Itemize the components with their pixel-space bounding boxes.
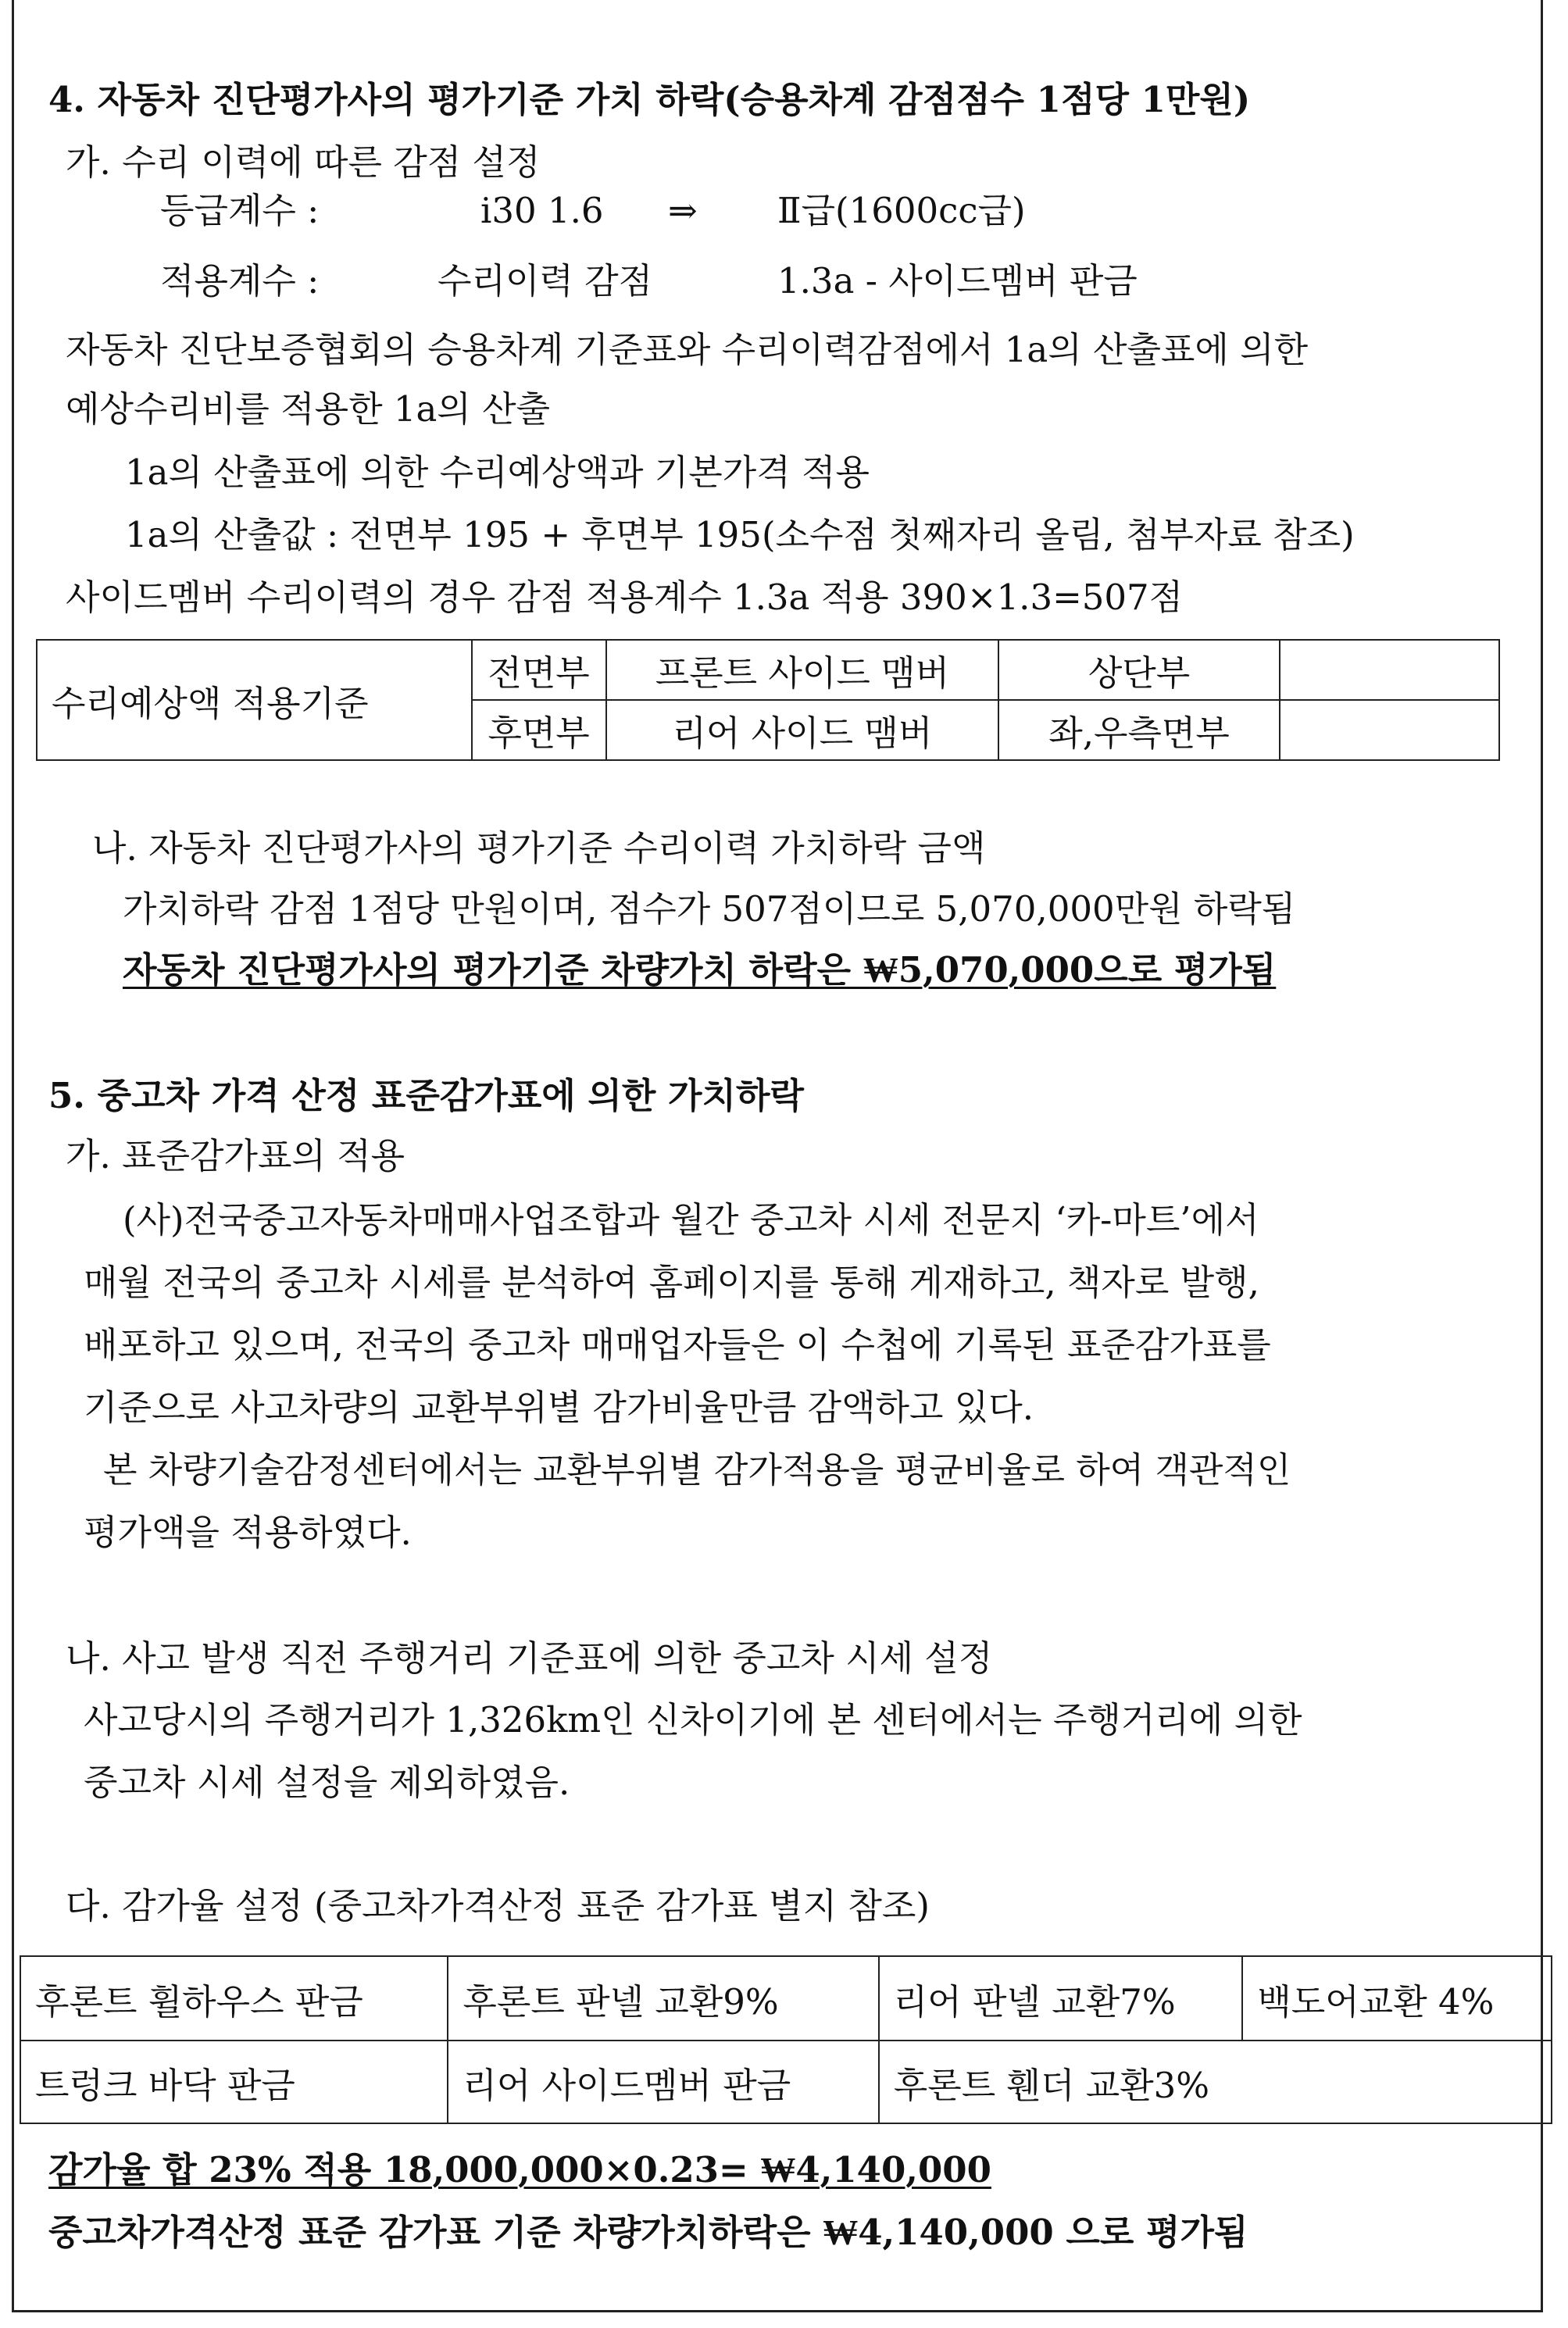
section4-p4: 1a의 산출값 : 전면부 195 + 후면부 195(소수점 첫째자리 올림, 첨부자료 참조) (125, 514, 1355, 555)
section4-sub-a: 가. 수리 이력에 따른 감점 설정 (66, 141, 541, 183)
dep-rear-side-member: 리어 사이드멤버 판금 (448, 2041, 878, 2123)
section5-sub-c: 다. 감가율 설정 (중고차가격산정 표준 감가표 별지 참조) (66, 1885, 930, 1926)
criteria-rear-member: 리어 사이드 맴버 (606, 700, 999, 760)
criteria-row-header: 수리예상액 적용기준 (37, 640, 472, 760)
section4-p1: 자동차 진단보증협회의 승용차계 기준표와 수리이력감점에서 1a의 산출표에 의한 (66, 329, 1309, 370)
section5-sub-a: 가. 표준감가표의 적용 (66, 1135, 405, 1176)
section4-heading: 4. 자동차 진단평가사의 평가기준 가치 하락(승용차계 감점점수 1점당 1만원) (48, 79, 1251, 120)
section5-pa3: 배포하고 있으며, 전국의 중고차 매매업자들은 이 수첩에 기록된 표준감가표를 (84, 1324, 1271, 1366)
apply-mid: 수리이력 감점 (438, 260, 653, 302)
section5-conclusion: 중고차가격산정 표준 감가표 기준 차량가치하락은 ₩4,140,000 으로 평가됨 (48, 2212, 1248, 2253)
dep-trunk-floor: 트렁크 바닥 판금 (20, 2041, 448, 2123)
dep-rear-panel: 리어 판넬 교환7% (879, 1956, 1243, 2041)
section5-sub-b: 나. 사고 발생 직전 주행거리 기준표에 의한 중고차 시세 설정 (66, 1637, 993, 1679)
repair-criteria-table (36, 639, 1500, 761)
grade-label: 등급계수 : (160, 190, 320, 231)
section5-pa1: (사)전국중고자동차매매사업조합과 월간 중고차 시세 전문지 ‘카-마트’에서 (123, 1199, 1259, 1241)
section5-pb1: 사고당시의 주행거리가 1,326km인 신차이기에 본 센터에서는 주행거리에 의한 (84, 1699, 1302, 1741)
grade-arrow: ⇒ (668, 190, 698, 231)
dep-front-wheelhouse: 후론트 휠하우스 판금 (20, 1956, 448, 2041)
section5-heading: 5. 중고차 가격 산정 표준감가표에 의한 가치하락 (48, 1075, 804, 1116)
section4-conclusion: 자동차 진단평가사의 평가기준 차량가치 하락은 ₩5,070,000으로 평가됨 (123, 949, 1277, 991)
section4-p6: 가치하락 감점 1점당 만원이며, 점수가 507점이므로 5,070,000만원 하락됨 (123, 888, 1296, 930)
section5-pa2: 매월 전국의 중고차 시세를 분석하여 홈페이지를 통해 게재하고, 책자로 발행, (84, 1262, 1259, 1303)
criteria-top: 상단부 (998, 640, 1280, 700)
apply-label: 적용계수 : (160, 260, 320, 302)
dep-front-fender: 후론트 휀더 교환3% (879, 2041, 1552, 2123)
criteria-rear: 후면부 (472, 700, 606, 760)
criteria-r1-empty (1280, 640, 1499, 700)
grade-value: i30 1.6 (480, 190, 604, 231)
depreciation-table (20, 1955, 1552, 2124)
section5-pa4: 기준으로 사고차량의 교환부위별 감가비율만큼 감액하고 있다. (84, 1387, 1034, 1428)
section4-p2: 예상수리비를 적용한 1a의 산출 (66, 388, 551, 430)
section5-calc: 감가율 합 23% 적용 18,000,000×0.23= ₩4,140,000 (48, 2149, 991, 2191)
section4-p5: 사이드멤버 수리이력의 경우 감점 적용계수 1.3a 적용 390×1.3=507점 (66, 577, 1184, 618)
section5-pa5: 본 차량기술감정센터에서는 교환부위별 감가적용을 평균비율로 하여 객관적인 (103, 1449, 1291, 1491)
section4-sub-b: 나. 자동차 진단평가사의 평가기준 수리이력 가치하락 금액 (92, 827, 986, 869)
section4-p3: 1a의 산출표에 의한 수리예상액과 기본가격 적용 (125, 452, 870, 493)
section5-pa6: 평가액을 적용하였다. (84, 1512, 412, 1553)
criteria-r2-empty (1280, 700, 1499, 760)
section5-pb2: 중고차 시세 설정을 제외하였음. (84, 1762, 570, 1803)
dep-back-door: 백도어교환 4% (1242, 1956, 1552, 2041)
apply-value: 1.3a - 사이드멤버 판금 (777, 260, 1138, 302)
criteria-sides: 좌,우측면부 (998, 700, 1280, 760)
grade-result: Ⅱ급(1600cc급) (777, 190, 1026, 231)
criteria-front: 전면부 (472, 640, 606, 700)
criteria-front-member: 프론트 사이드 맴버 (606, 640, 999, 700)
dep-front-panel: 후론트 판넬 교환9% (448, 1956, 878, 2041)
